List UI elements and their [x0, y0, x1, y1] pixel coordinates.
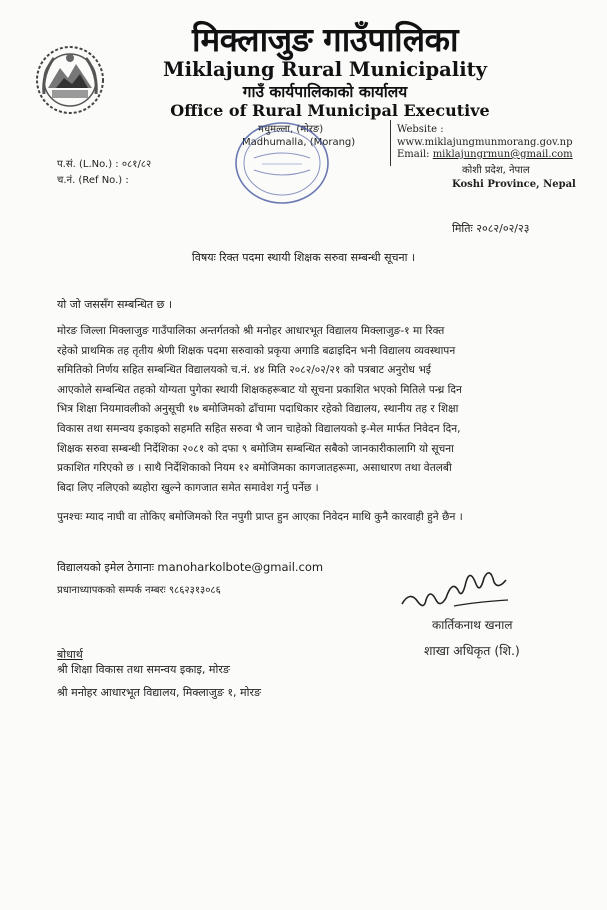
address-nepali: मधुमल्ला, (मोरङ) [258, 124, 324, 135]
municipality-name-english: Miklajung Rural Municipality [163, 58, 487, 81]
body-line: मोरङ जिल्ला मिक्लाजुङ गाउँपालिका अन्तर्गतको श्री मनोहर आधारभूत विद्यालय मिक्लाजुङ-१ मा रिक्त [57, 325, 445, 337]
province-english: Koshi Province, Nepal [452, 179, 576, 190]
cc-recipient: श्री मनोहर आधारभूत विद्यालय, मिक्लाजुङ १, मोरङ [57, 686, 261, 699]
body-line: समितिको निर्णय सहित सम्बन्धित विद्यालयको च.नं. ४४ मिति २०८२/०२/२१ को पत्रबाट अनुरोध भई [57, 364, 431, 377]
body-line: विकास तथा समन्वय इकाइको सहमति सहित सरुवा भै जान चाहेको विद्यालयको इ-मेल मार्फत निवेदन दिन, [57, 422, 461, 435]
email-row [397, 149, 573, 161]
reference-number: च.नं. (Ref No.) : [57, 175, 129, 186]
body-line: प्रकाशित गरिएको छ । साथै निर्देशिकाको नियम १२ बमोजिमका कागजातहरूमा, असाधारण तथा वेतलबी [57, 462, 452, 475]
header-divider [390, 120, 391, 166]
address-english: Madhumalla, (Morang) [242, 137, 356, 148]
cc-heading: बोधार्थ [57, 648, 83, 661]
signature-icon [396, 560, 516, 620]
website-label: Website : [397, 124, 444, 135]
letter-date: मितिः २०८२/०२/२३ [452, 222, 530, 235]
body-line: रहेको प्राथमिक तह तृतीय श्रेणी शिक्षक पदमा सरुवाको प्रकृया अगाडि बढाइदिन भनी विद्यालय व्यवस्थापन [57, 344, 456, 357]
office-stamp-icon [232, 118, 332, 208]
nepal-emblem-icon [34, 44, 106, 116]
body-line: बिदा लिए नलिएको ब्यहोरा खुल्ने कागजात समेत समावेश गर्नु पर्नेछ । [57, 481, 319, 494]
office-name-nepali: गाउँ कार्यपालिकाको कार्यालय [242, 83, 408, 101]
letter-number: प.सं. (L.No.) : ०८१/८२ [57, 159, 152, 170]
municipality-name-nepali: मिक्लाजुङ गाउँपालिका [192, 20, 458, 59]
email-link[interactable]: miklajungrmun@gmail.com [432, 149, 573, 160]
body-line: शिक्षक सरुवा सम्बन्धी निर्देशिका २०८१ को दफा ९ बमोजिम सम्बन्धित सबैको जानकारीकालागि यो सूचना [57, 442, 454, 455]
email-label: Email: [397, 149, 433, 160]
salutation: यो जो जससँग सम्बन्धित छ । [57, 298, 173, 311]
signatory-title: शाखा अधिकृत (शि.) [424, 643, 520, 658]
school-email-row [57, 560, 323, 575]
body-line: भित्र शिक्षा नियमावलीको अनुसूची १७ बमोजिमको ढाँचामा पदाधिकार रहेको विद्यालय, स्थानीय तह र शिक्षा [57, 403, 459, 416]
province-nepali: कोशी प्रदेश, नेपाल [462, 165, 530, 176]
school-email-link[interactable]: manoharkolbote@gmail.com [157, 560, 324, 574]
school-email-label: विद्यालयको इमेल ठेगानाः [57, 561, 158, 574]
letter-subject: विषयः रिक्त पदमा स्थायी शिक्षक सरुवा सम्बन्धी सूचना । [191, 251, 416, 264]
signatory-name: कार्तिकनाथ खनाल [432, 618, 513, 632]
head-phone-row [57, 584, 221, 598]
letter-body [57, 322, 549, 498]
website-link[interactable]: www.miklajungmunmorang.gov.np [397, 137, 573, 148]
postscript: पुनश्चः म्याद नाघी वा तोकिए बमोजिमको रित नपुगी प्राप्त हुन आएका निवेदन माथि कुनै कारवाही हुने छैन । [57, 511, 463, 523]
office-name-english: Office of Rural Municipal Executive [170, 101, 490, 120]
body-line: आएकोले सम्बन्धित तहको योग्यता पुगेका स्थायी शिक्षकहरूबाट यो सूचना प्रकाशित भएको मितिले पन्ध्र दिन [57, 383, 462, 396]
cc-recipient: श्री शिक्षा विकास तथा समन्वय इकाइ, मोरङ [57, 663, 230, 676]
head-phone-label: प्रधानाध्यापकको सम्पर्क नम्बरः [57, 585, 169, 596]
head-phone-number: ९८६२३१३०८६ [168, 585, 221, 596]
